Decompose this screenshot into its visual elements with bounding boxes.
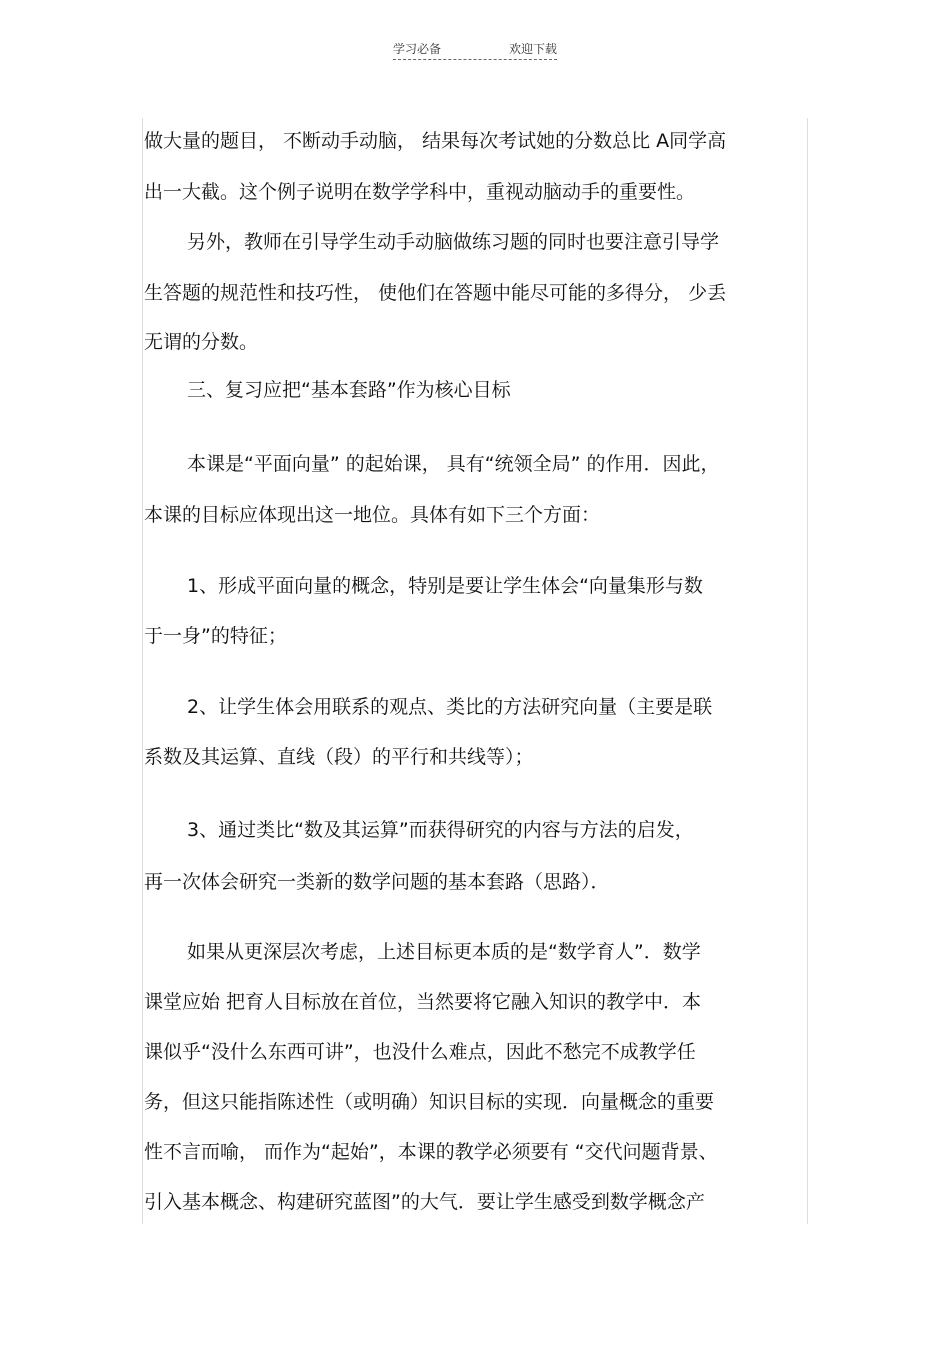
text-line: 生答题的规范性和技巧性， 使他们在答题中能尽可能的多得分， 少丢 xyxy=(144,282,727,304)
page-header xyxy=(393,40,557,60)
header-right-text: 欢迎下载 xyxy=(508,42,557,56)
section-heading: 三、复习应把“基本套路”作为核心目标 xyxy=(187,379,511,401)
text-line: 如果从更深层次考虑，上述目标更本质的是“数学育人”．数学 xyxy=(187,941,701,963)
text-line: 出一大截。这个例子说明在数学学科中，重视动脑动手的重要性。 xyxy=(144,181,696,203)
text-line: 再一次体会研究一类新的数学问题的基本套路（思路）． xyxy=(144,871,610,893)
list-item: 3、通过类比“数及其运算”而获得研究的内容与方法的启发， xyxy=(187,819,694,841)
text-line: 另外，教师在引导学生动手动脑做练习题的同时也要注意引导学 xyxy=(187,231,720,253)
text-line: 做大量的题目， 不断动手动脑， 结果每次考试她的分数总比 A同学高 xyxy=(144,130,727,152)
text-line: 引入基本概念、构建研究蓝图”的大气．要让学生感受到数学概念产 xyxy=(144,1191,705,1213)
text-line: 本课是“平面向量” 的起始课， 具有“统领全局” 的作用．因此， xyxy=(187,453,720,475)
text-line: 无谓的分数。 xyxy=(144,331,259,353)
text-line: 务，但这只能指陈述性（或明确）知识目标的实现．向量概念的重要 xyxy=(144,1091,715,1113)
text-line: 本课的目标应体现出这一地位。具体有如下三个方面： xyxy=(144,504,601,526)
text-line: 课似乎“没什么东西可讲”，也没什么难点，因此不愁完不成教学任 xyxy=(144,1041,696,1063)
text-line: 系数及其运算、直线（段）的平行和共线等）； xyxy=(144,746,534,768)
list-item: 1、形成平面向量的概念，特别是要让学生体会“向量集形与数 xyxy=(187,575,703,597)
text-line: 课堂应始 把育人目标放在首位，当然要将它融入知识的教学中．本 xyxy=(144,991,702,1013)
header-left-text: 学习必备 xyxy=(393,42,442,56)
text-line: 性不言而喻， 而作为“起始”，本课的教学必须要有 “交代问题背景、 xyxy=(144,1141,718,1163)
list-item: 2、让学生体会用联系的观点、类比的方法研究向量（主要是联 xyxy=(187,696,713,718)
text-line: 于一身”的特征； xyxy=(144,625,287,647)
